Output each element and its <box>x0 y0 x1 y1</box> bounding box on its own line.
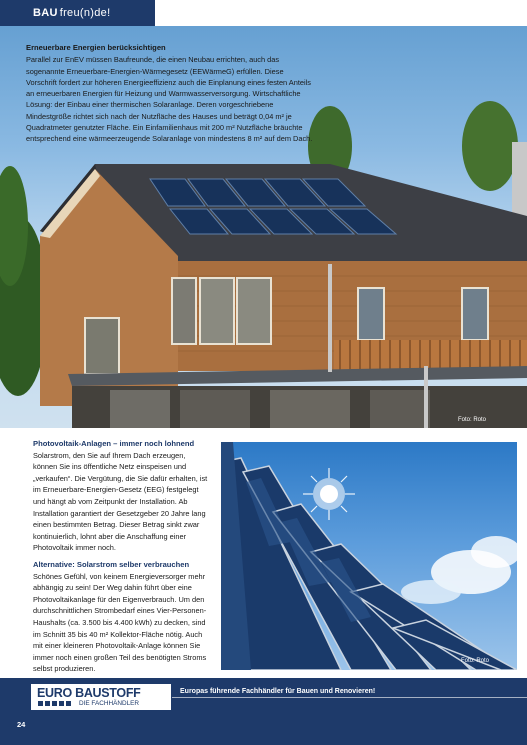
hero-photo-credit: Foto: Roto <box>458 417 487 423</box>
logo-main-text: EURO BAUSTOFF <box>37 686 141 700</box>
intro-text-block <box>26 42 315 145</box>
alternative-heading: Alternative: Solarstrom selber verbrauchen <box>33 559 190 569</box>
photovoltaik-heading: Photovoltaik-Anlagen – immer noch lohnend <box>33 439 195 448</box>
solar-panel-photo <box>221 442 517 670</box>
logo-sub-text: DIE FACHHÄNDLER <box>79 700 140 707</box>
article-left-column <box>33 438 208 680</box>
logo-squares-icon <box>38 701 71 706</box>
solar-panel-illustration <box>221 442 517 670</box>
brand-bold: BAU <box>33 7 58 19</box>
footer-slogan: Europas führende Fachhändler für Bauen und Renovieren! <box>180 688 376 695</box>
euro-baustoff-logo <box>30 683 172 711</box>
solar-photo-credit: Foto: Roto <box>461 658 490 664</box>
alternative-body: Schönes Gefühl, von keinem Energieversorger mehr abhängig zu sein! Der Weg dahin führt über eine Photovoltaikanlage für den Eigenverbrauch. Um den durchschnittlichen Strombedarf eines Vier-Personen-Haushalts (ca. 3.500 bis 4.400 kWh) zu decken, sind im Schnitt 35 bis 40 m² Kollektor-Fläche nötig. Auch mit einer kleineren Photovoltaik-Anlage können Sie immer noch einen großen Teil des benötigten Stroms selbst produzieren. <box>33 571 207 674</box>
hero-house-photo <box>0 26 527 428</box>
intro-body: Parallel zur EnEV müssen Baufreunde, die einen Neubau errichten, auch das sogenannte Erneuerbare-Energien-Wärmegesetz (EEWärmeG) erfüllen. Diese Vorschrift fordert zur höheren Energieeffizienz auch die Einplanung eines festen Anteils an erneuerbaren Energien für Heizung und Warmwasserversorgung. Wirtschaftliche Lösung: der Einbau einer thermischen Solaranlage. Deren vorgeschriebene Mindestgröße richtet sich nach der Nutzfläche des Hauses und beträgt 0,04 m² je Quadratmeter genutzter Fläche. Ein Einfamilienhaus mit 200 m² Nutzfläche bräuchte entsprechend eine wärmeerzeugende Solaranlage von mindestens 8 m² auf dem Dach. <box>26 55 313 144</box>
photovoltaik-body: Solarstrom, den Sie auf Ihrem Dach erzeugen, können Sie ins öffentliche Netz einspeisen und „verkaufen“. Die Vergütung, die Sie dafür erhalten, ist im Erneuerbare-Energien-Gesetz (EEG) festgelegt und hängt ab vom Zeitpunkt der Installation. Ab Installation garantiert der Gesetzgeber 20 Jahre lang einen bestimmten Betrag. Dieser Betrag sinkt zwar kontinuierlich, lohnt aber die Anschaffung einer Photovoltaik immer noch. <box>33 450 208 553</box>
magazine-header-tab <box>0 0 155 26</box>
page-number: 24 <box>17 720 26 729</box>
slogan-divider <box>172 697 527 698</box>
brand-light: freu(n)de! <box>59 7 111 19</box>
intro-heading: Erneuerbare Energien berücksichtigen <box>26 43 166 52</box>
